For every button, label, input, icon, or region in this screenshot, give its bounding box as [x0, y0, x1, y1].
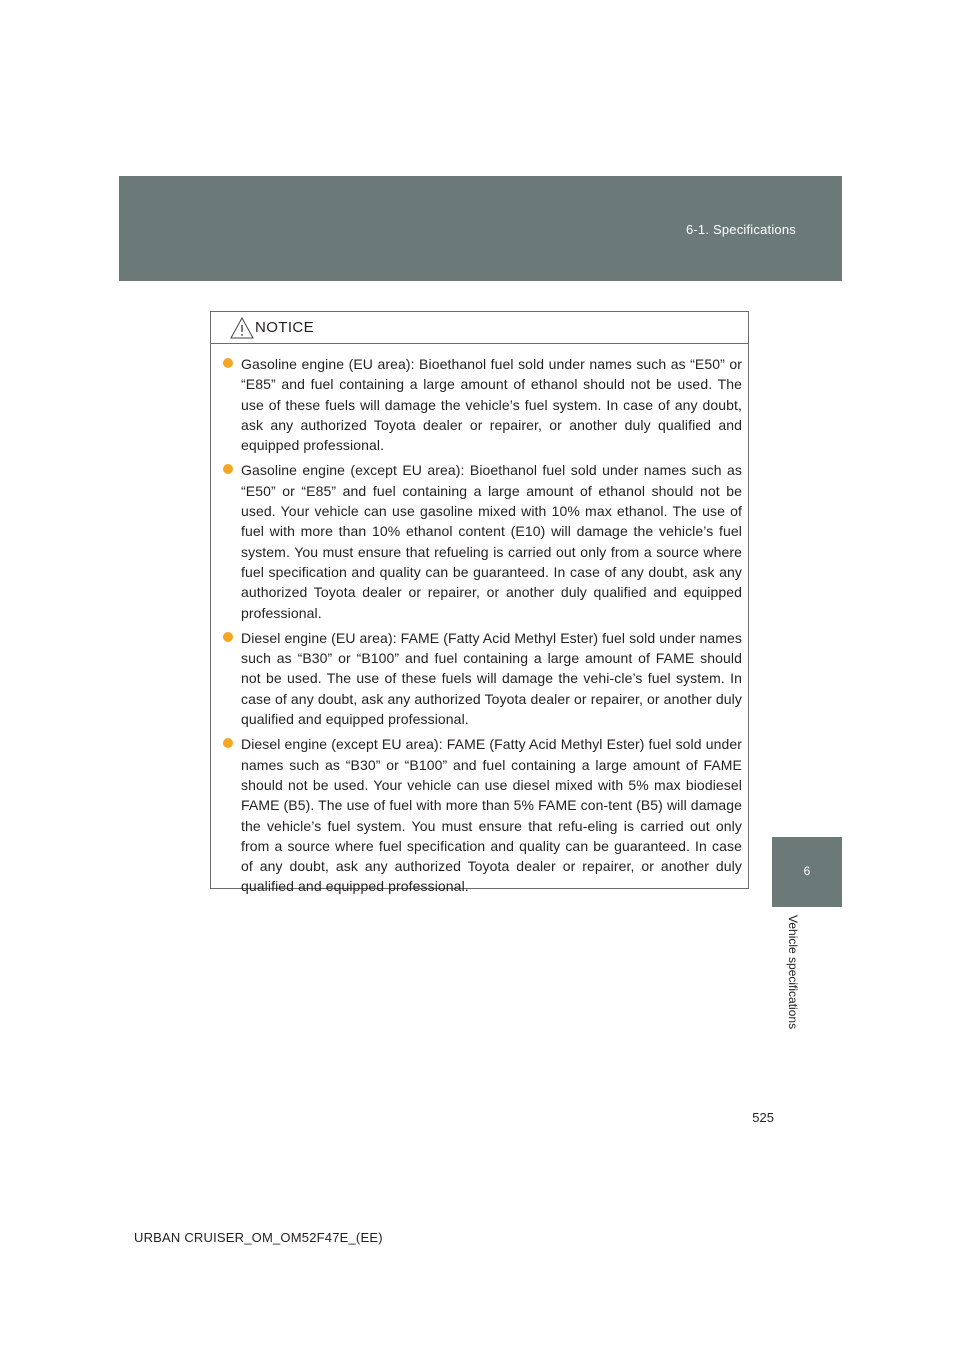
bullet-icon	[223, 464, 233, 474]
notice-item-text: Diesel engine (except EU area): FAME (Fatty Acid Methyl Ester) fuel sold under names such as “B30” or “B100” and fuel containing a large amount of FAME should not be used. Your vehicle can use diesel mixed with 5% max biodiesel FAME (B5). The use of fuel with more than 5% FAME con-tent (B5) will damage the vehicle’s fuel system. You must ensure that refu-eling is carried out only from a source where fuel specification and quality can be guaranteed. In case of any doubt, ask any authorized Toyota dealer or repairer, or another duly qualified and equipped professional.	[241, 736, 742, 895]
notice-box	[210, 311, 749, 895]
chapter-number: 6	[803, 864, 811, 878]
notice-item	[223, 460, 742, 622]
notice-item	[223, 354, 742, 455]
bullet-icon	[223, 358, 233, 368]
warning-triangle-icon	[230, 317, 254, 339]
notice-title: NOTICE	[255, 319, 315, 336]
bullet-icon	[223, 738, 233, 748]
notice-list	[223, 354, 742, 902]
page-number: 525	[752, 1110, 774, 1125]
notice-item-text: Diesel engine (EU area): FAME (Fatty Acid Methyl Ester) fuel sold under names such as “B30” or “B100” and fuel containing a large amount of FAME should not be used. The use of these fuels will damage the vehi-cle’s fuel system. In case of any doubt, ask any authorized Toyota dealer or repairer, or another duly qualified and equipped professional.	[241, 629, 743, 728]
notice-item	[223, 628, 742, 729]
chapter-label-wrap	[784, 915, 802, 1065]
chapter-label: Vehicle specifications	[786, 915, 800, 1030]
header-band	[119, 176, 842, 281]
section-title: 6-1. Specifications	[685, 222, 796, 237]
chapter-tab	[772, 837, 842, 907]
notice-item-text: Gasoline engine (EU area): Bioethanol fuel sold under names such as “E50” or “E85” and fuel containing a large amount of ethanol should not be used. The use of these fuels will damage the vehicle’s fuel system. In case of any doubt, ask any authorized Toyota dealer or repairer, or another duly qualified and equipped professional.	[241, 356, 742, 454]
notice-item-text: Gasoline engine (except EU area): Bioethanol fuel sold under names such as “E50” or “E85” and fuel containing a large amount of ethanol should not be used. Your vehicle can use gasoline mixed with 10% max ethanol. The use of fuel with more than 10% ethanol content (E10) will damage the vehicle’s fuel system. You must ensure that refueling is carried out only from a source where fuel specification and quality can be guaranteed. In case of any doubt, ask any authorized Toyota dealer or repairer, or another duly qualified and equipped professional.	[241, 462, 742, 621]
bullet-icon	[223, 632, 233, 642]
footer-code: URBAN CRUISER_OM_OM52F47E_(EE)	[134, 1230, 383, 1245]
notice-header	[211, 312, 748, 344]
notice-item	[223, 734, 742, 896]
